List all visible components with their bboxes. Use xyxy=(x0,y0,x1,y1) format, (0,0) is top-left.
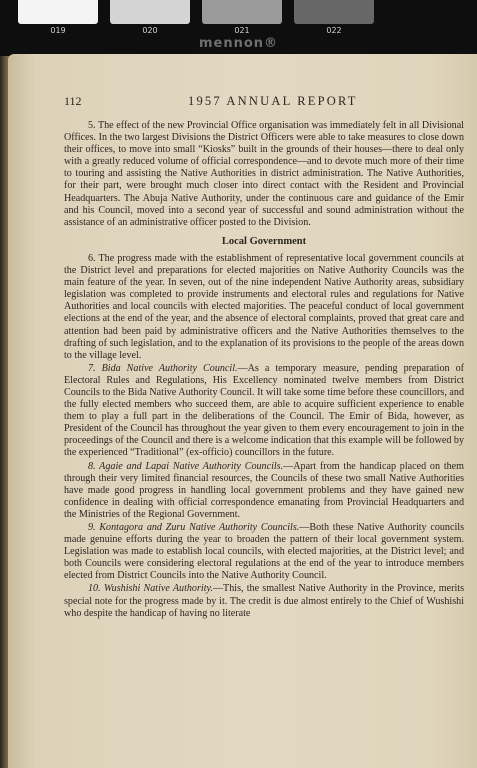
section-heading: Local Government xyxy=(221,235,307,247)
scanner-brand-logo: mennon® xyxy=(198,36,279,51)
paragraph-7-body: —As a temporary measure, pending preparation of Electoral Rules and Regulations, His Excellency nominated twelve members from District Councils to the Bida Native Authority Council. It will take some time before these councillors, and the fully elected members who succeed them, are able to acquire sufficient experience to enable them to play a full part in the deliberations of the Council. The Emir of Bida, however, as President of the Council has throughout the year given to them every encouragement to join in the proceedings of the Council and there is a welcome indication that this example will be followed by the experienced “Traditional” (ex-officio) councillors in the future. xyxy=(64,362,464,459)
paragraph-10-lead: 10. Wushishi Native Authority. xyxy=(88,583,213,595)
swatch-patch xyxy=(202,0,282,24)
paragraph-8-body: —Apart from the handicap placed on them through their very limited financial resources, the Councils of these two small Native Authorities have made good progress in handling local government problems and they have gained new confidence in dealing with official correspondence emanating from Provincial Headquarters and the Ministries of the Regional Government. xyxy=(64,460,465,520)
color-calibration-strip xyxy=(18,0,374,35)
page-header xyxy=(64,94,464,110)
swatch-019 xyxy=(18,0,98,35)
scanner-bar xyxy=(0,0,477,58)
swatch-022 xyxy=(294,0,374,35)
paragraph-10-body: —This, the smallest Native Authority in the Province, merits special note for the progress made by it. The credit is due almost entirely to the Chief of Wushishi who despite the handicap of having no literate xyxy=(64,583,464,619)
swatch-patch xyxy=(110,0,190,24)
paragraph-6: 6. The progress made with the establishment of representative local government councils at the District level and preparations for elected majorities on Native Authority Councils was the main feature of the year. In seven, out of the nine independent Native Authority areas, subsidiary legislation was completed to provide instruments and electoral rules and regulations for Native Authorities and local councils with elected majorities. The peaceful conduct of local government elections at the end of the year, and the absence of electoral complaints, proved that great care and attention had been paid by administrative officers and the Native Authorities themselves to the drafting of such legislation, and to the explanation of its provisions to the people of the areas down to the village level. xyxy=(64,252,464,361)
paragraph-9 xyxy=(64,522,464,582)
swatch-label: 022 xyxy=(326,26,342,35)
swatch-label: 021 xyxy=(234,26,250,35)
swatch-patch xyxy=(294,0,374,24)
swatch-021 xyxy=(202,0,282,35)
paragraph-7 xyxy=(64,363,464,460)
paragraph-10 xyxy=(64,583,464,619)
paragraph-5: 5. The effect of the new Provincial Office organisation was immediately felt in all Divisional Offices. In the two largest Divisions the District Officers were able to take measures to close down their offices, to move into small “Kiosks” built in the grounds of their houses—there to deal only with a greatly reduced volume of official correspondence—and to devote much more of their time to touring and assisting the Native Authorities in district administration. The Native Authorities, for their part, were brought much closer into direct contact with the Resident and Provincial Headquarters. The Abuja Native Authority, under the continuous care and guidance of the Emir and his Council, moved into a second year of successful and sound administration without the assistance of an administrative officer posted to the Division. xyxy=(64,120,464,228)
swatch-label: 020 xyxy=(142,26,158,35)
paragraph-9-lead: 9. Kontagora and Zuru Native Authority Councils. xyxy=(88,522,300,533)
paragraph-8 xyxy=(64,461,464,521)
body-text xyxy=(64,120,464,620)
page-number: 112 xyxy=(64,94,82,108)
paragraph-9-body: —Both these Native Authority councils made genuine efforts during the year to broaden the pattern of their local government system. Legislation was made to establish local councils, with elected majorities, at the District level; and both Councils were considering electoral regulations at the end of the year to introduce members elected from District Councils into the Native Authority Council. xyxy=(64,522,464,582)
swatch-label: 019 xyxy=(50,26,66,35)
swatch-020 xyxy=(110,0,190,35)
running-title: 1957 ANNUAL REPORT xyxy=(188,94,358,108)
paragraph-8-lead: 8. Agaie and Lapai Native Authority Councils. xyxy=(88,460,284,472)
book-page xyxy=(8,54,477,768)
swatch-patch xyxy=(18,0,98,24)
paragraph-7-lead: 7. Bida Native Authority Council. xyxy=(88,362,238,374)
